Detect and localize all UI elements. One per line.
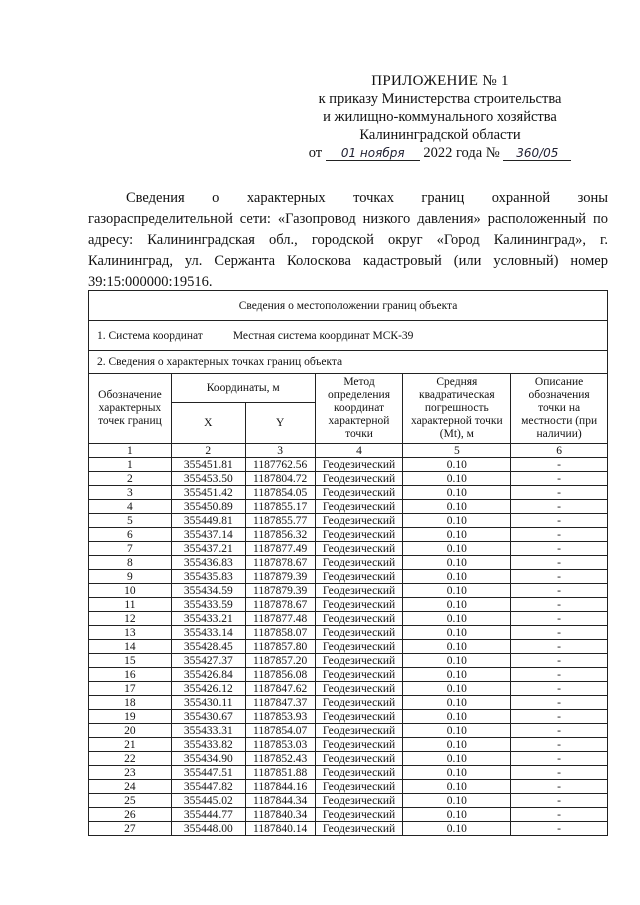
description-cell: - — [511, 794, 608, 808]
y-coord-cell: 1187877.48 — [245, 612, 315, 626]
method-cell: Геодезический — [315, 780, 403, 794]
point-number-cell: 13 — [89, 626, 172, 640]
description-cell: - — [511, 626, 608, 640]
y-coord-cell: 1187858.07 — [245, 626, 315, 640]
table-row — [89, 710, 608, 724]
x-coord-cell: 355426.12 — [171, 682, 245, 696]
method-cell: Геодезический — [315, 766, 403, 780]
x-coord-cell: 355433.14 — [171, 626, 245, 640]
point-number-cell: 8 — [89, 556, 172, 570]
point-number-cell: 21 — [89, 738, 172, 752]
error-cell: 0.10 — [403, 794, 511, 808]
x-coord-cell: 355430.11 — [171, 696, 245, 710]
col-number: 4 — [315, 444, 403, 458]
error-cell: 0.10 — [403, 668, 511, 682]
description-cell: - — [511, 556, 608, 570]
point-number-cell: 23 — [89, 766, 172, 780]
table-row — [89, 500, 608, 514]
col-header-designation: Обозначение характерных точек границ — [89, 374, 172, 444]
error-cell: 0.10 — [403, 514, 511, 528]
x-coord-cell: 355435.83 — [171, 570, 245, 584]
error-cell: 0.10 — [403, 570, 511, 584]
method-cell: Геодезический — [315, 738, 403, 752]
method-cell: Геодезический — [315, 668, 403, 682]
col-number: 5 — [403, 444, 511, 458]
method-cell: Геодезический — [315, 640, 403, 654]
col-header-x: X — [171, 403, 245, 444]
point-number-cell: 19 — [89, 710, 172, 724]
description-cell: - — [511, 780, 608, 794]
error-cell: 0.10 — [403, 752, 511, 766]
error-cell: 0.10 — [403, 654, 511, 668]
order-line-2: и жилищно-коммунального хозяйства — [323, 109, 557, 125]
x-coord-cell: 355449.81 — [171, 514, 245, 528]
table-row — [89, 738, 608, 752]
point-number-cell: 25 — [89, 794, 172, 808]
description-cell: - — [511, 724, 608, 738]
error-cell: 0.10 — [403, 696, 511, 710]
col-number: 6 — [511, 444, 608, 458]
description-cell: - — [511, 584, 608, 598]
y-coord-cell: 1187847.62 — [245, 682, 315, 696]
error-cell: 0.10 — [403, 808, 511, 822]
error-cell: 0.10 — [403, 584, 511, 598]
description-cell: - — [511, 738, 608, 752]
error-cell: 0.10 — [403, 724, 511, 738]
col-header-y: Y — [245, 403, 315, 444]
point-number-cell: 1 — [89, 458, 172, 472]
appendix-title: ПРИЛОЖЕНИЕ № 1 — [371, 73, 509, 89]
y-coord-cell: 1187854.07 — [245, 724, 315, 738]
point-number-cell: 12 — [89, 612, 172, 626]
col-header-method: Метод определения координат характерной точки — [315, 374, 403, 444]
table-row — [89, 724, 608, 738]
error-cell: 0.10 — [403, 682, 511, 696]
method-cell: Геодезический — [315, 514, 403, 528]
method-cell: Геодезический — [315, 752, 403, 766]
method-cell: Геодезический — [315, 612, 403, 626]
x-coord-cell: 355453.50 — [171, 472, 245, 486]
y-coord-cell: 1187878.67 — [245, 598, 315, 612]
x-coord-cell: 355426.84 — [171, 668, 245, 682]
appendix-header — [290, 72, 590, 162]
point-number-cell: 14 — [89, 640, 172, 654]
table-row — [89, 668, 608, 682]
y-coord-cell: 1187844.34 — [245, 794, 315, 808]
handwritten-date: 01 ноября — [326, 146, 420, 161]
error-cell: 0.10 — [403, 542, 511, 556]
x-coord-cell: 355447.82 — [171, 780, 245, 794]
x-coord-cell: 355433.82 — [171, 738, 245, 752]
point-number-cell: 9 — [89, 570, 172, 584]
method-cell: Геодезический — [315, 458, 403, 472]
point-number-cell: 27 — [89, 822, 172, 836]
point-number-cell: 24 — [89, 780, 172, 794]
x-coord-cell: 355451.42 — [171, 486, 245, 500]
description-cell: - — [511, 654, 608, 668]
point-number-cell: 22 — [89, 752, 172, 766]
method-cell: Геодезический — [315, 598, 403, 612]
method-cell: Геодезический — [315, 528, 403, 542]
section-2-title: 2. Сведения о характерных точках границ объекта — [89, 351, 608, 374]
x-coord-cell: 355433.59 — [171, 598, 245, 612]
description-cell: - — [511, 668, 608, 682]
coord-system-value: Местная система координат МСК-39 — [232, 329, 414, 342]
x-coord-cell: 355437.14 — [171, 528, 245, 542]
method-cell: Геодезический — [315, 556, 403, 570]
col-number: 1 — [89, 444, 172, 458]
point-number-cell: 15 — [89, 654, 172, 668]
point-number-cell: 10 — [89, 584, 172, 598]
order-date-line — [290, 144, 590, 162]
table-row — [89, 696, 608, 710]
x-coord-cell: 355450.89 — [171, 500, 245, 514]
error-cell: 0.10 — [403, 780, 511, 794]
error-cell: 0.10 — [403, 598, 511, 612]
table-row — [89, 822, 608, 836]
method-cell: Геодезический — [315, 626, 403, 640]
y-coord-cell: 1187855.77 — [245, 514, 315, 528]
method-cell: Геодезический — [315, 570, 403, 584]
error-cell: 0.10 — [403, 500, 511, 514]
point-number-cell: 3 — [89, 486, 172, 500]
y-coord-cell: 1187847.37 — [245, 696, 315, 710]
description-cell: - — [511, 752, 608, 766]
error-cell: 0.10 — [403, 766, 511, 780]
method-cell: Геодезический — [315, 710, 403, 724]
col-number: 2 — [171, 444, 245, 458]
error-cell: 0.10 — [403, 458, 511, 472]
y-coord-cell: 1187857.20 — [245, 654, 315, 668]
x-coord-cell: 355445.02 — [171, 794, 245, 808]
coord-system-row — [89, 321, 608, 351]
description-cell: - — [511, 528, 608, 542]
description-cell: - — [511, 514, 608, 528]
method-cell: Геодезический — [315, 472, 403, 486]
description-cell: - — [511, 570, 608, 584]
y-coord-cell: 1187878.67 — [245, 556, 315, 570]
date-prefix: от — [308, 145, 323, 161]
x-coord-cell: 355428.45 — [171, 640, 245, 654]
intro-paragraph: Сведения о характерных точках границ охранной зоны газораспределительной сети: «Газопровод низкого давления» расположенный по адресу: Калининградская обл., городской округ «Город Калининград», г. Калининград, ул. Сержанта Колоскова кадастровый (или условный) номер 39:15:000000:19516. — [88, 190, 608, 290]
x-coord-cell: 355447.51 — [171, 766, 245, 780]
x-coord-cell: 355434.90 — [171, 752, 245, 766]
point-number-cell: 26 — [89, 808, 172, 822]
coord-system-label: 1. Система координат — [97, 329, 203, 342]
method-cell: Геодезический — [315, 682, 403, 696]
table-row — [89, 794, 608, 808]
table-row — [89, 542, 608, 556]
point-number-cell: 5 — [89, 514, 172, 528]
description-cell: - — [511, 542, 608, 556]
x-coord-cell: 355448.00 — [171, 822, 245, 836]
x-coord-cell: 355430.67 — [171, 710, 245, 724]
method-cell: Геодезический — [315, 822, 403, 836]
table-row — [89, 654, 608, 668]
x-coord-cell: 355433.21 — [171, 612, 245, 626]
point-number-cell: 20 — [89, 724, 172, 738]
method-cell: Геодезический — [315, 584, 403, 598]
table-row — [89, 682, 608, 696]
y-coord-cell: 1187840.34 — [245, 808, 315, 822]
x-coord-cell: 355434.59 — [171, 584, 245, 598]
description-cell: - — [511, 598, 608, 612]
table-row — [89, 598, 608, 612]
handwritten-order-number: 360/05 — [503, 146, 571, 161]
col-number: 3 — [245, 444, 315, 458]
error-cell: 0.10 — [403, 612, 511, 626]
table-row — [89, 486, 608, 500]
method-cell: Геодезический — [315, 696, 403, 710]
point-number-cell: 2 — [89, 472, 172, 486]
x-coord-cell: 355444.77 — [171, 808, 245, 822]
table-row — [89, 528, 608, 542]
date-middle: 2022 года № — [423, 145, 500, 161]
y-coord-cell: 1187853.03 — [245, 738, 315, 752]
point-number-cell: 16 — [89, 668, 172, 682]
point-number-cell: 18 — [89, 696, 172, 710]
description-cell: - — [511, 472, 608, 486]
y-coord-cell: 1187851.88 — [245, 766, 315, 780]
method-cell: Геодезический — [315, 654, 403, 668]
error-cell: 0.10 — [403, 472, 511, 486]
description-cell: - — [511, 822, 608, 836]
error-cell: 0.10 — [403, 528, 511, 542]
y-coord-cell: 1187853.93 — [245, 710, 315, 724]
y-coord-cell: 1187856.32 — [245, 528, 315, 542]
y-coord-cell: 1187854.05 — [245, 486, 315, 500]
table-row — [89, 472, 608, 486]
table-row — [89, 556, 608, 570]
table-caption: Сведения о местоположении границ объекта — [89, 291, 608, 321]
description-cell: - — [511, 458, 608, 472]
table-row — [89, 640, 608, 654]
error-cell: 0.10 — [403, 626, 511, 640]
description-cell: - — [511, 766, 608, 780]
description-cell: - — [511, 682, 608, 696]
order-line-1: к приказу Министерства строительства — [318, 91, 562, 107]
col-header-coords: Координаты, м — [171, 374, 315, 403]
table-row — [89, 780, 608, 794]
table-row — [89, 584, 608, 598]
description-cell: - — [511, 486, 608, 500]
error-cell: 0.10 — [403, 710, 511, 724]
table-row — [89, 626, 608, 640]
y-coord-cell: 1187879.39 — [245, 584, 315, 598]
x-coord-cell: 355433.31 — [171, 724, 245, 738]
point-number-cell: 4 — [89, 500, 172, 514]
y-coord-cell: 1187855.17 — [245, 500, 315, 514]
table-row — [89, 570, 608, 584]
error-cell: 0.10 — [403, 640, 511, 654]
y-coord-cell: 1187844.16 — [245, 780, 315, 794]
boundary-points-table — [88, 290, 608, 836]
y-coord-cell: 1187856.08 — [245, 668, 315, 682]
y-coord-cell: 1187852.43 — [245, 752, 315, 766]
error-cell: 0.10 — [403, 822, 511, 836]
x-coord-cell: 355451.81 — [171, 458, 245, 472]
description-cell: - — [511, 696, 608, 710]
error-cell: 0.10 — [403, 486, 511, 500]
table-row — [89, 766, 608, 780]
point-number-cell: 7 — [89, 542, 172, 556]
description-cell: - — [511, 710, 608, 724]
y-coord-cell: 1187762.56 — [245, 458, 315, 472]
description-cell: - — [511, 612, 608, 626]
point-number-cell: 11 — [89, 598, 172, 612]
table-row — [89, 514, 608, 528]
method-cell: Геодезический — [315, 794, 403, 808]
x-coord-cell: 355427.37 — [171, 654, 245, 668]
order-line-3: Калининградской области — [359, 127, 521, 143]
method-cell: Геодезический — [315, 724, 403, 738]
col-header-description: Описание обозначения точки на местности (при наличии) — [511, 374, 608, 444]
error-cell: 0.10 — [403, 556, 511, 570]
method-cell: Геодезический — [315, 542, 403, 556]
y-coord-cell: 1187877.49 — [245, 542, 315, 556]
y-coord-cell: 1187840.14 — [245, 822, 315, 836]
y-coord-cell: 1187804.72 — [245, 472, 315, 486]
point-number-cell: 6 — [89, 528, 172, 542]
error-cell: 0.10 — [403, 738, 511, 752]
method-cell: Геодезический — [315, 500, 403, 514]
description-cell: - — [511, 640, 608, 654]
x-coord-cell: 355436.83 — [171, 556, 245, 570]
table-row — [89, 612, 608, 626]
description-cell: - — [511, 500, 608, 514]
table-row — [89, 458, 608, 472]
col-header-error: Средняя квадратическая погрешность характерной точки (Mt), м — [403, 374, 511, 444]
method-cell: Геодезический — [315, 808, 403, 822]
y-coord-cell: 1187857.80 — [245, 640, 315, 654]
method-cell: Геодезический — [315, 486, 403, 500]
table-row — [89, 808, 608, 822]
x-coord-cell: 355437.21 — [171, 542, 245, 556]
table-row — [89, 752, 608, 766]
point-number-cell: 17 — [89, 682, 172, 696]
y-coord-cell: 1187879.39 — [245, 570, 315, 584]
description-cell: - — [511, 808, 608, 822]
